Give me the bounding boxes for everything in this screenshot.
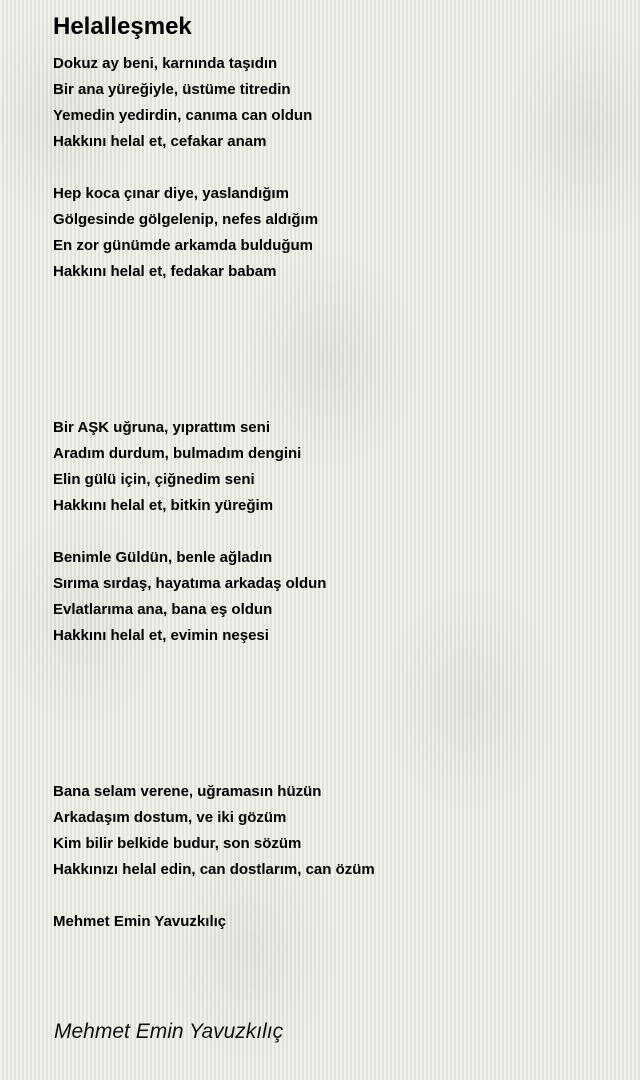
poem-line: Bir ana yüreğiyle, üstüme titredin [53,81,291,98]
poem-line: Gölgesinde gölgelenip, nefes aldığım [53,211,319,228]
poem-line: Arkadaşım dostum, ve iki gözüm [53,809,287,826]
poem-line: Hakkını helal et, fedakar babam [53,263,277,280]
poem-line: Sırıma sırdaş, hayatıma arkadaş oldun [53,575,327,592]
poem-line: Hep koca çınar diye, yaslandığım [53,185,289,202]
poem-line: Hakkınızı helal edin, can dostlarım, can özüm [53,861,375,878]
poem-line: Benimle Güldün, benle ağladın [53,549,273,566]
poem-line: Aradım durdum, bulmadım dengini [53,445,302,462]
poem-line: Hakkını helal et, cefakar anam [53,133,267,150]
poem-line: Yemedin yedirdin, canıma can oldun [53,107,313,124]
poem-line: Bana selam verene, uğramasın hüzün [53,783,322,800]
poem-line: Bir AŞK uğruna, yıprattım seni [53,419,270,436]
author-name: Mehmet Emin Yavuzkılıç [53,913,227,930]
author-signature: Mehmet Emin Yavuzkılıç [54,1020,284,1043]
poem-title: Helalleşmek [53,13,192,40]
stanza-4 [53,545,613,649]
poem-body [53,51,613,935]
stanza-1 [53,51,613,155]
poem-line: Hakkını helal et, bitkin yüreğim [53,497,274,514]
stanza-2 [53,181,613,285]
poem-line: Hakkını helal et, evimin neşesi [53,627,269,644]
stanza-5 [53,779,613,883]
stanza-3 [53,415,613,519]
poem-line: Evlatlarıma ana, bana eş oldun [53,601,273,618]
poem-line: Kim bilir belkide budur, son sözüm [53,835,302,852]
poem-line: En zor günümde arkamda bulduğum [53,237,314,254]
poem-line: Dokuz ay beni, karnında taşıdın [53,55,278,72]
poem-line: Elin gülü için, çiğnedim seni [53,471,255,488]
